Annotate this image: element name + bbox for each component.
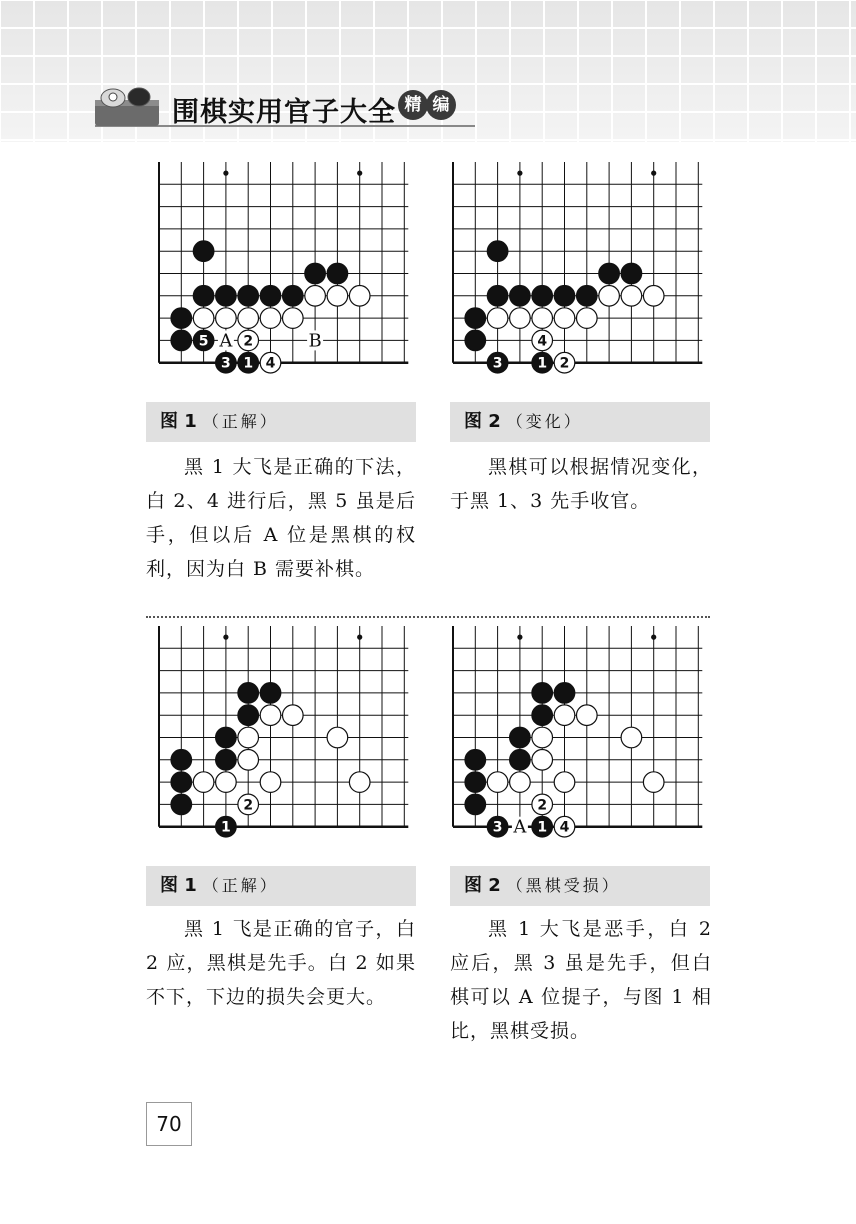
point-letter-label: B bbox=[308, 330, 322, 352]
black-stone bbox=[216, 750, 237, 771]
star-point bbox=[357, 635, 362, 640]
book-title: 围棋实用官子大全 bbox=[172, 97, 396, 128]
black-stone bbox=[327, 263, 348, 284]
move-number-label: 3 bbox=[492, 819, 503, 836]
figure-label: 图 2 bbox=[464, 411, 501, 432]
point-letter-label: A bbox=[513, 816, 527, 838]
figure-label: 图 1 bbox=[160, 411, 197, 432]
black-stone bbox=[554, 683, 575, 704]
white-stone bbox=[349, 286, 370, 307]
black-stone bbox=[171, 308, 192, 329]
white-stone bbox=[349, 772, 370, 793]
star-point bbox=[223, 635, 228, 640]
point-letter-label: A bbox=[219, 330, 233, 352]
white-stone bbox=[283, 308, 304, 329]
white-stone bbox=[577, 308, 598, 329]
star-point bbox=[357, 171, 362, 176]
explanation-top-fig2: 黑棋可以根据情况变化，于黑 1、3 先手收官。 bbox=[450, 456, 712, 512]
board-grid bbox=[453, 626, 702, 827]
white-stone bbox=[621, 727, 642, 748]
page-header bbox=[0, 0, 856, 142]
go-bowls-logo-icon bbox=[93, 86, 163, 128]
move-number-label: 1 bbox=[243, 355, 254, 372]
white-stone bbox=[643, 286, 664, 307]
move-number-label: 2 bbox=[537, 797, 548, 814]
white-stone bbox=[554, 772, 575, 793]
black-stone bbox=[171, 330, 192, 351]
black-stone bbox=[510, 750, 531, 771]
black-stone bbox=[238, 683, 259, 704]
figure-subtitle: （正解） bbox=[202, 876, 279, 895]
white-stone bbox=[554, 308, 575, 329]
move-number-label: 4 bbox=[265, 355, 276, 372]
move-number-label: 4 bbox=[537, 333, 548, 350]
white-stone bbox=[510, 308, 531, 329]
board-grid bbox=[159, 626, 408, 827]
caption-top-fig1 bbox=[146, 402, 416, 442]
white-stone bbox=[305, 286, 326, 307]
black-stone bbox=[532, 683, 553, 704]
black-stone bbox=[216, 727, 237, 748]
go-diagram-top-fig2 bbox=[444, 156, 714, 388]
star-point bbox=[651, 171, 656, 176]
go-diagram-top-fig1 bbox=[150, 156, 420, 388]
black-stone bbox=[260, 286, 281, 307]
section-divider bbox=[146, 616, 710, 618]
black-stone bbox=[260, 683, 281, 704]
black-stone bbox=[465, 750, 486, 771]
black-stone bbox=[193, 286, 214, 307]
black-stone bbox=[465, 794, 486, 815]
white-stone bbox=[554, 705, 575, 726]
move-number-label: 1 bbox=[537, 819, 548, 836]
figure-label: 图 1 bbox=[160, 875, 197, 896]
black-stone bbox=[238, 705, 259, 726]
go-diagram-bottom-fig1 bbox=[150, 620, 420, 852]
white-stone bbox=[327, 286, 348, 307]
white-stone bbox=[327, 727, 348, 748]
white-stone bbox=[283, 705, 304, 726]
white-stone bbox=[193, 772, 214, 793]
figure-subtitle: （变化） bbox=[506, 412, 583, 431]
move-number-label: 4 bbox=[559, 819, 570, 836]
black-stone bbox=[487, 286, 508, 307]
move-number-label: 2 bbox=[243, 333, 254, 350]
white-stone bbox=[599, 286, 620, 307]
black-stone bbox=[599, 263, 620, 284]
move-number-label: 1 bbox=[221, 819, 231, 836]
white-stone bbox=[510, 772, 531, 793]
white-stone bbox=[643, 772, 664, 793]
figure-label: 图 2 bbox=[464, 875, 501, 896]
explanation-top-fig1: 黑 1 大飞是正确的下法，白 2、4 进行后，黑 5 虽是后手，但以后 A 位是黑棋的权利，因为白 B 需要补棋。 bbox=[146, 456, 416, 580]
black-stone bbox=[465, 772, 486, 793]
go-diagram-bottom-fig2 bbox=[444, 620, 714, 852]
move-number-label: 2 bbox=[243, 797, 254, 814]
board-grid bbox=[453, 162, 702, 363]
black-stone bbox=[193, 241, 214, 262]
explanation-bottom-fig1: 黑 1 飞是正确的官子，白 2 应，黑棋是先手。白 2 如果不下，下边的损失会更大。 bbox=[146, 918, 416, 1008]
black-stone bbox=[554, 286, 575, 307]
white-stone bbox=[621, 286, 642, 307]
black-stone bbox=[216, 286, 237, 307]
black-stone bbox=[283, 286, 304, 307]
page-number: 70 bbox=[146, 1102, 192, 1146]
move-number-label: 3 bbox=[492, 355, 503, 372]
white-stone bbox=[487, 308, 508, 329]
black-stone bbox=[171, 750, 192, 771]
black-stone bbox=[487, 241, 508, 262]
black-stone bbox=[510, 286, 531, 307]
move-number-label: 5 bbox=[198, 333, 209, 350]
move-number-label: 3 bbox=[221, 355, 231, 372]
white-stone bbox=[532, 727, 553, 748]
white-stone bbox=[260, 308, 281, 329]
black-stone bbox=[171, 794, 192, 815]
star-point bbox=[651, 635, 656, 640]
black-stone bbox=[532, 705, 553, 726]
black-stone bbox=[465, 308, 486, 329]
explanation-bottom-fig2: 黑 1 大飞是恶手，白 2 应后，黑 3 虽是先手，但白棋可以 A 位提子，与图 1 相比，黑棋受损。 bbox=[450, 918, 712, 1042]
white-stone bbox=[238, 308, 259, 329]
black-stone bbox=[577, 286, 598, 307]
white-stone bbox=[577, 705, 598, 726]
seal-jing-badge: 精 bbox=[398, 90, 428, 120]
white-stone bbox=[193, 308, 214, 329]
move-number-label: 1 bbox=[537, 355, 548, 372]
black-stone bbox=[171, 772, 192, 793]
black-stone bbox=[465, 330, 486, 351]
white-stone bbox=[532, 308, 553, 329]
white-stone bbox=[238, 750, 259, 771]
black-stone bbox=[510, 727, 531, 748]
white-stone bbox=[260, 772, 281, 793]
star-point bbox=[517, 635, 522, 640]
white-stone bbox=[487, 772, 508, 793]
move-number-label: 2 bbox=[559, 355, 570, 372]
black-stone bbox=[305, 263, 326, 284]
figure-subtitle: （正解） bbox=[202, 412, 279, 431]
seal-bian-badge: 编 bbox=[426, 90, 456, 120]
white-stone bbox=[216, 772, 237, 793]
white-stone bbox=[532, 750, 553, 771]
white-stone bbox=[216, 308, 237, 329]
white-stone bbox=[238, 727, 259, 748]
black-stone bbox=[621, 263, 642, 284]
black-stone bbox=[532, 286, 553, 307]
white-stone bbox=[260, 705, 281, 726]
black-stone bbox=[238, 286, 259, 307]
star-point bbox=[223, 171, 228, 176]
caption-bottom-fig1 bbox=[146, 866, 416, 906]
star-point bbox=[517, 171, 522, 176]
caption-bottom-fig2 bbox=[450, 866, 710, 906]
caption-top-fig2 bbox=[450, 402, 710, 442]
figure-subtitle: （黑棋受损） bbox=[506, 876, 621, 895]
